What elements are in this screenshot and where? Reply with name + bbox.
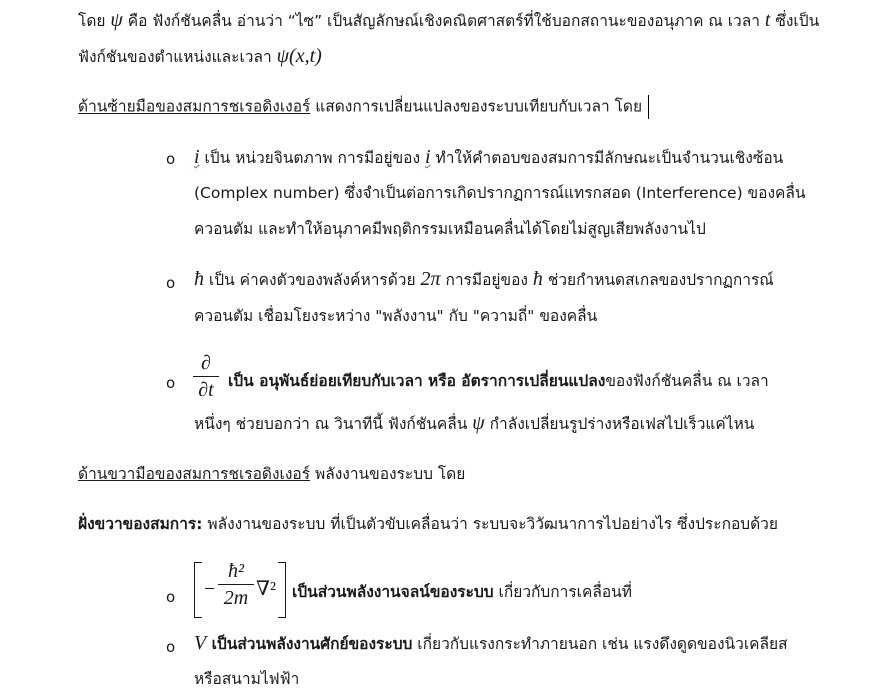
- text: เป็น ค่าคงตัวของพลังค์หารด้วย: [204, 271, 421, 289]
- left-side-heading: [78, 95, 649, 119]
- potential-V: V: [194, 632, 207, 654]
- fraction-numerator: ∂: [201, 352, 211, 374]
- bullet-hbar-line2: ควอนตัม เชื่อมโยงระหว่าง "พลังงาน" กับ "ความถี่" ของคลื่น: [194, 307, 598, 325]
- psi-of-x-t: ψ(x,t): [276, 45, 322, 67]
- text: พลังงานของระบบ โดย: [310, 465, 466, 483]
- hbar-symbol: ħ: [532, 268, 543, 290]
- left-bracket: [194, 562, 202, 618]
- bold-text: เป็น อนุพันธ์ย่อยเทียบกับเวลา หรือ อัตราการเปลี่ยนแปลง: [228, 372, 606, 390]
- minus-sign: −: [204, 578, 216, 600]
- text: เป็น หน่วยจินตภาพ การมีอยู่ของ: [199, 149, 425, 167]
- time-variable: t: [764, 9, 771, 31]
- bullet-marker: o: [166, 588, 176, 606]
- imaginary-unit-i: i: [424, 146, 431, 168]
- heading-underlined: ด้านซ้ายมือของสมการชเรอดิงเงอร์: [78, 97, 311, 116]
- kinetic-energy-operator: [194, 560, 286, 620]
- fraction-denominator: 2m: [223, 587, 249, 609]
- bullet-imaginary-unit-line2: (Complex number) ซึ่งจำเป็นต่อการเกิดปรากฏการณ์แทรกสอด (Interference) ของคลื่น: [194, 184, 806, 202]
- two-pi: 2π: [420, 268, 441, 290]
- bullet-imaginary-unit-line1: [194, 146, 783, 169]
- paragraph-wavefunction-line1: [78, 9, 819, 32]
- text: การมีอยู่ของ: [440, 271, 533, 289]
- psi-symbol: ψ: [472, 412, 485, 434]
- bold-text: ฝั่งขวาของสมการ:: [78, 515, 203, 533]
- text: ของฟังก์ชันคลื่น ณ เวลา: [605, 372, 769, 390]
- bullet-partial-derivative-line1: [228, 370, 769, 392]
- text: เกี่ยวกับแรงกระทำภายนอก เช่น แรงดึงดูดของนิวเคลียส: [412, 635, 788, 653]
- bold-text: เป็นส่วนพลังงานศักย์ของระบบ: [206, 635, 413, 653]
- bullet-potential-energy-line1: [194, 632, 788, 655]
- bullet-marker: o: [166, 638, 176, 656]
- bullet-potential-energy-line2: หรือสนามไฟฟ้า: [194, 670, 300, 688]
- bold-text: เป็นส่วนพลังงานจลน์ของระบบ: [292, 583, 494, 601]
- text: คือ ฟังก์ชันคลื่น อ่านว่า “ไซ” เป็นสัญลักษณ์เชิงคณิตศาสตร์ที่ใช้บอกสถานะของอนุภาค ณ เวลา: [122, 12, 765, 30]
- fraction-denominator: ∂t: [198, 379, 214, 401]
- paragraph-wavefunction-line2: [78, 45, 322, 68]
- text: หนึ่งๆ ช่วยบอกว่า ณ วินาทีนี้ ฟังก์ชันคลื่น: [194, 415, 473, 433]
- laplacian-operator: ∇²: [256, 578, 276, 600]
- bullet-kinetic-energy-text: [292, 581, 632, 603]
- text: เกี่ยวกับการเคลื่อนที่: [493, 583, 632, 601]
- hbar-squared-over-2m: [218, 560, 254, 609]
- text: พลังงานของระบบ ที่เป็นตัวขับเคลื่อนว่า ระบบจะวิวัฒนาการไปอย่างไร ซึ่งประกอบด้วย: [202, 515, 778, 533]
- text: ซึ่งเป็น: [770, 12, 820, 30]
- rhs-paragraph: [78, 513, 778, 535]
- hbar-symbol: ħ: [194, 268, 204, 290]
- psi-symbol: ψ: [110, 9, 123, 31]
- fraction-bar: [218, 584, 254, 585]
- text: ฟังก์ชันของตำแหน่งและเวลา: [78, 48, 277, 66]
- text-cursor: [648, 95, 649, 119]
- bullet-imaginary-unit-line3: ควอนตัม และทำให้อนุภาคมีพฤติกรรมเหมือนคลื่นได้โดยไม่สูญเสียพลังงานไป: [194, 220, 706, 238]
- text: แสดงการเปลี่ยนแปลงของระบบเทียบกับเวลา โดย: [310, 97, 643, 116]
- bullet-hbar-line1: [194, 268, 774, 291]
- bullet-marker: o: [166, 150, 176, 168]
- text: ช่วยกำหนดสเกลของปรากฏการณ์: [542, 271, 774, 289]
- right-bracket: [278, 562, 286, 618]
- fraction-numerator: ħ²: [228, 560, 244, 582]
- bullet-marker: o: [166, 274, 176, 292]
- partial-derivative-fraction: [193, 352, 219, 401]
- fraction-bar: [193, 376, 219, 377]
- text: โดย: [78, 12, 111, 30]
- text: ทำให้คำตอบของสมการมีลักษณะเป็นจำนวนเชิงซ้อน: [430, 149, 784, 167]
- right-side-heading: [78, 463, 465, 485]
- imaginary-unit-i: i: [194, 146, 200, 168]
- heading-underlined: ด้านขวามือของสมการชเรอดิงเงอร์: [78, 465, 311, 483]
- text: กำลังเปลี่ยนรูปร่างหรือเฟสไปเร็วแค่ไหน: [484, 415, 755, 433]
- bullet-partial-derivative-line2: [194, 412, 754, 435]
- bullet-marker: o: [166, 374, 176, 392]
